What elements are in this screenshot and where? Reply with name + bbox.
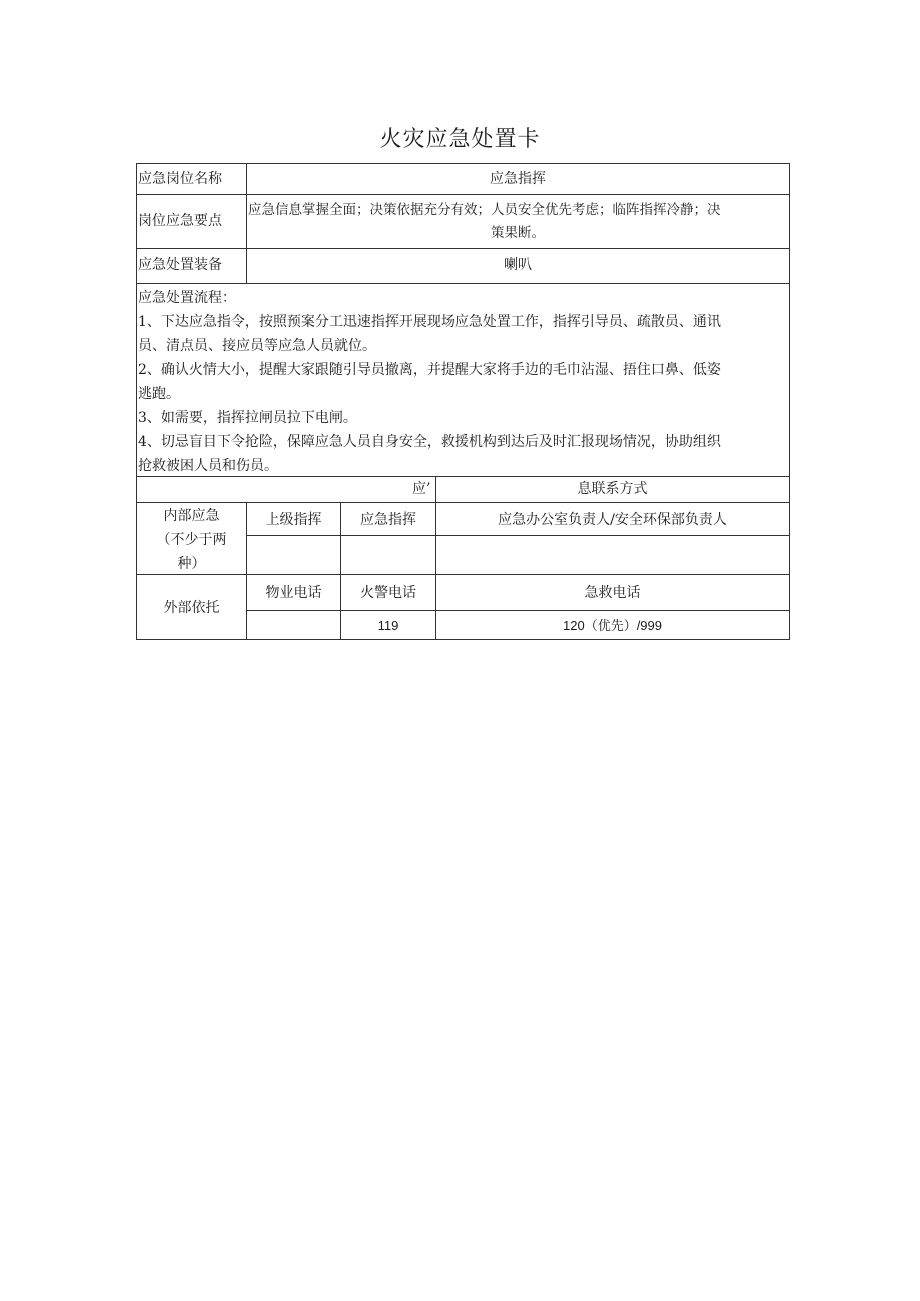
procedure-line: 3、如需要，指挥拉闸员拉下电闸。 <box>138 410 357 426</box>
internal-label: 内部应急 <box>163 508 220 524</box>
equipment-value: 喇叭 <box>504 257 532 273</box>
internal-col-commander: 应急指挥 <box>360 512 416 528</box>
equipment-label: 应急处置装备 <box>138 257 222 273</box>
procedure-line: 抢救被困人员和伤员。 <box>138 458 278 474</box>
contact-header-left: 应’ <box>412 481 431 497</box>
procedure-line: 2、确认火情大小，提醒大家跟随引导员撤离，并提醒大家将手边的毛巾沾湿、捂住口鼻、低姿 <box>138 362 721 378</box>
internal-col-superior: 上级指挥 <box>265 512 322 528</box>
procedure-heading: 应急处置流程： <box>138 290 236 306</box>
row-divider <box>137 194 789 195</box>
row-divider <box>137 502 789 503</box>
internal-label: （不少于两 <box>156 532 227 548</box>
ambulance-number: 120（优先）/999 <box>563 618 662 633</box>
external-label: 外部依托 <box>163 600 220 616</box>
post-name-label: 应急岗位名称 <box>138 171 222 187</box>
post-name-value: 应急指挥 <box>490 171 546 187</box>
key-points-line: 策果断。 <box>491 225 545 241</box>
procedure-line: 1、下达应急指令，按照预案分工迅速指挥开展现场应急处置工作，指挥引导员、疏散员、通讯 <box>138 314 721 330</box>
page-title: 火灾应急处置卡 <box>379 127 541 152</box>
contact-header-right: 息联系方式 <box>577 481 648 497</box>
row-divider <box>137 283 789 284</box>
key-points-label: 岗位应急要点 <box>138 213 222 229</box>
external-col-property: 物业电话 <box>265 585 322 601</box>
fire-number: 119 <box>377 618 399 633</box>
row-divider <box>246 535 789 536</box>
row-divider <box>246 610 789 611</box>
procedure-line: 员、清点员、接应员等应急人员就位。 <box>138 338 376 354</box>
key-points-line: 应急信息掌握全面；决策依据充分有效；人员安全优先考虑；临阵指挥冷静；决 <box>248 202 721 218</box>
row-divider <box>137 248 789 249</box>
internal-col-office: 应急办公室负责人/安全环保部负责人 <box>498 512 727 528</box>
external-col-ambulance: 急救电话 <box>584 585 641 601</box>
procedure-line: 4、切忌盲目下令抢险，保障应急人员自身安全，救援机构到达后及时汇报现场情况，协助组织 <box>138 434 721 450</box>
emergency-card-table <box>136 163 790 640</box>
internal-label: 种） <box>177 556 206 572</box>
external-col-fire: 火警电话 <box>360 585 416 601</box>
procedure-line: 逃跑。 <box>138 386 180 402</box>
